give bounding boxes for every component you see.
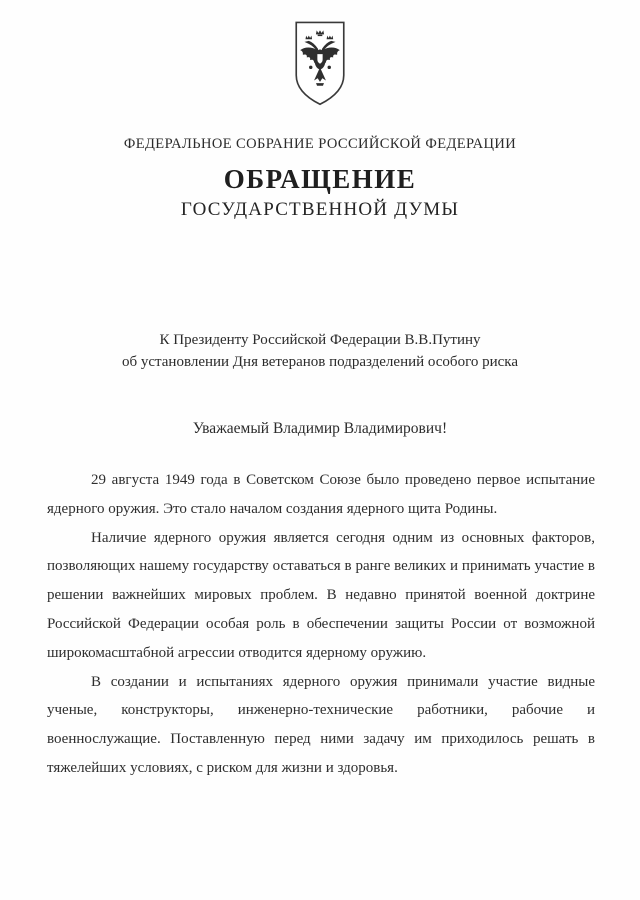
document-title: ОБРАЩЕНИЕ — [223, 164, 417, 194]
coat-of-arms — [287, 18, 353, 114]
subject-block — [60, 330, 580, 374]
subject-line-addressee: К Президенту Российской Федерации В.В.Путину — [159, 332, 481, 348]
salutation: Уважаемый Владимир Владимирович! — [192, 420, 448, 437]
document-subtitle: ГОСУДАРСТВЕННОЙ ДУМЫ — [180, 199, 460, 220]
paragraph: Наличие ядерного оружия является сегодня одним из основных факторов, позволяющих нашему государству оставаться в ранге великих и принимать участие в решении важнейших мировых проблем. В недавно принятой военной доктрине Российской Федерации особая роль в обеспечении защиты России от возможной широкомасштабной агрессии отводится ядерному оружию. — [47, 529, 595, 661]
document-body — [47, 466, 595, 783]
org-line: ФЕДЕРАЛЬНОЕ СОБРАНИЕ РОССИЙСКОЙ ФЕДЕРАЦИИ — [123, 136, 517, 152]
double-headed-eagle-icon — [287, 18, 353, 114]
paragraph: В создании и испытаниях ядерного оружия принимали участие видные ученые, конструкторы, инженерно-технические работники, рабочие и военнослужащие. Поставленную перед ними задачу им приходилось решать в тяжелейших условиях, с риском для жизни и здоровья. — [47, 673, 595, 776]
paragraph: 29 августа 1949 года в Советском Союзе было проведено первое испытание ядерного оружия. Это стало началом создания ядерного щита Родины. — [47, 472, 595, 517]
subject-line-topic: об установлении Дня ветеранов подразделений особого риска — [121, 353, 518, 370]
